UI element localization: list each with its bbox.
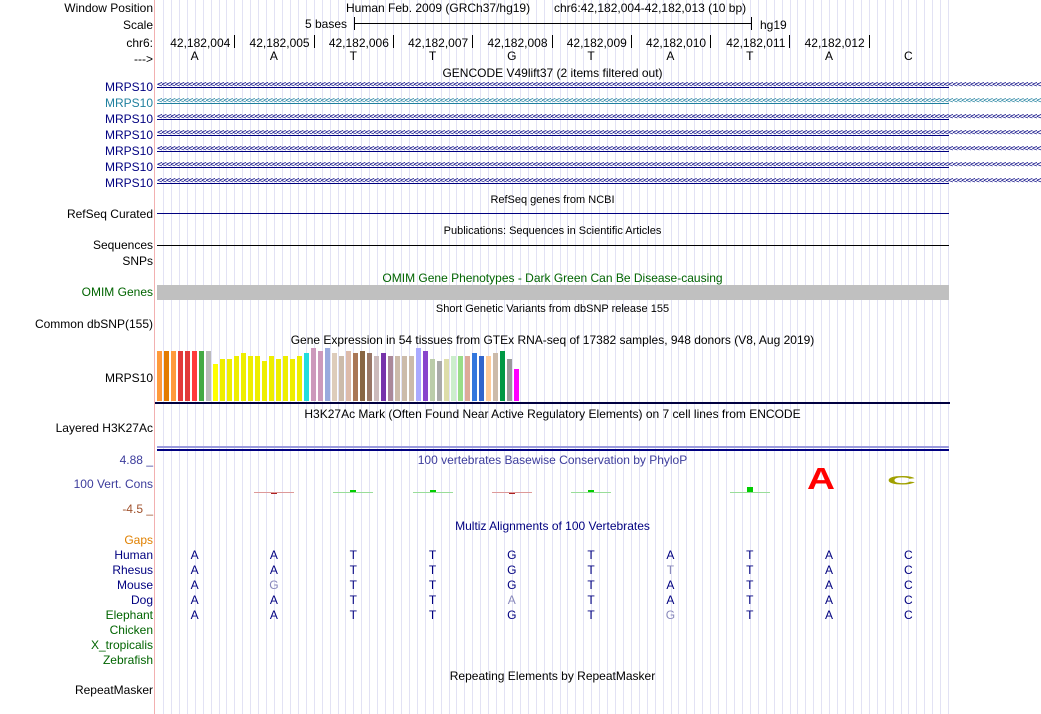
aligned-base: G <box>665 608 676 622</box>
alignment-row <box>0 638 950 653</box>
gtex-bar[interactable] <box>479 356 484 401</box>
repeatmasker-label[interactable]: RepeatMasker <box>74 683 153 697</box>
gtex-bar[interactable] <box>339 356 344 401</box>
gtex-bar[interactable] <box>297 356 302 401</box>
aligned-base: T <box>746 578 754 592</box>
aligned-base: T <box>587 608 595 622</box>
scale-bar-right-tick <box>751 17 752 30</box>
gtex-bar[interactable] <box>178 351 183 401</box>
publications-track-line[interactable] <box>157 245 949 246</box>
h3k27ac-label[interactable]: Layered H3K27Ac <box>55 421 153 435</box>
refseq-label[interactable]: RefSeq Curated <box>66 207 153 221</box>
gencode-gene-label[interactable]: MRPS10 <box>104 144 153 158</box>
gencode-track-title: GENCODE V49lift37 (2 items filtered out) <box>442 66 663 80</box>
logo-letter-a: A <box>807 461 835 496</box>
gtex-bar[interactable] <box>423 351 428 401</box>
assembly-label: Human Feb. 2009 (GRCh37/hg19) <box>346 1 531 15</box>
gtex-bar[interactable] <box>402 356 407 401</box>
h3k27ac-track-title: H3K27Ac Mark (Often Found Near Active Regulatory Elements) on 7 cell lines from ENCODE <box>304 407 801 421</box>
gtex-bar[interactable] <box>388 356 393 401</box>
base-letter: T <box>428 49 437 63</box>
aligned-base: C <box>903 608 913 622</box>
aligned-base: A <box>190 563 199 577</box>
aligned-base: T <box>587 578 595 592</box>
aligned-base: A <box>269 593 278 607</box>
coordinate-label: 42,182,007 <box>408 36 469 50</box>
gtex-bar[interactable] <box>430 359 435 401</box>
publications-track-title: Publications: Sequences in Scientific Articles <box>443 225 662 237</box>
strand-arrows: <<<<<<<<<<<<<<<<<<<<<<<<<<<<<<<<<<<<<<<<<<<<<<<<<<<<<<<<<<<<<<<<<<<<<<<<<<<<<<<<<<<<<<<<<<<<<<<<<<<<<<<<<<<<<<<<<<<<<<<<<<<<<<<<<<<<<<<<<<<<<<<<<<<<<<<<<<<<<<<<<<<<<<<<<<<<<<<<<<<<<<<<<<<<<<<<<<<<<<<< <box>157 96 1041 106</box>
base-letter: T <box>587 49 595 63</box>
gtex-bar[interactable] <box>381 353 386 401</box>
gtex-bar[interactable] <box>395 356 400 401</box>
alignment-row <box>0 578 950 593</box>
gtex-bar[interactable] <box>444 359 449 401</box>
position-readout[interactable]: chr6:42,182,004-42,182,013 (10 bp) <box>554 1 747 15</box>
aligned-base: G <box>269 578 279 592</box>
species-label[interactable]: Mouse <box>116 578 153 592</box>
window-position-label: Window Position <box>64 1 153 15</box>
gtex-bar[interactable] <box>227 359 232 401</box>
aligned-base: A <box>824 548 833 562</box>
gtex-track-title: Gene Expression in 54 tissues from GTEx RNA-seq of 17382 samples, 948 donors (V8, Aug 2019) <box>290 333 815 347</box>
aligned-base: A <box>666 593 675 607</box>
gtex-bar[interactable] <box>451 356 456 401</box>
gtex-bar[interactable] <box>332 353 337 401</box>
gtex-expression-chart[interactable] <box>157 348 537 401</box>
base-letter: T <box>746 49 754 63</box>
repeatmasker-track-title: Repeating Elements by RepeatMasker <box>449 669 656 683</box>
gtex-bar[interactable] <box>346 351 351 401</box>
gencode-transcript[interactable] <box>157 128 1041 140</box>
aligned-base: G <box>507 608 517 622</box>
gtex-bar[interactable] <box>290 359 295 401</box>
aligned-base: A <box>269 563 278 577</box>
aligned-base: A <box>666 578 675 592</box>
strand-arrows: <<<<<<<<<<<<<<<<<<<<<<<<<<<<<<<<<<<<<<<<<<<<<<<<<<<<<<<<<<<<<<<<<<<<<<<<<<<<<<<<<<<<<<<<<<<<<<<<<<<<<<<<<<<<<<<<<<<<<<<<<<<<<<<<<<<<<<<<<<<<<<<<<<<<<<<<<<<<<<<<<<<<<<<<<<<<<<<<<<<<<<<<<<<<<<<<<<<<<<<< <box>157 160 1041 170</box>
gtex-bar[interactable] <box>437 361 442 401</box>
phylop-score-line <box>492 492 532 493</box>
aligned-base: A <box>269 608 278 622</box>
species-label[interactable]: Zebrafish <box>102 653 153 667</box>
species-label[interactable]: X_tropicalis <box>90 638 153 652</box>
gencode-gene-label[interactable]: MRPS10 <box>104 128 153 142</box>
refseq-track-line[interactable] <box>157 213 949 214</box>
aligned-base: T <box>349 548 357 562</box>
phylop-ymax: 4.88 _ <box>119 453 153 467</box>
aligned-base: A <box>190 548 199 562</box>
chrom-label: chr6: <box>126 36 153 50</box>
aligned-base: A <box>824 563 833 577</box>
aligned-base: T <box>746 608 754 622</box>
base-letter: G <box>507 49 517 63</box>
alignment-row <box>0 563 950 578</box>
species-label[interactable]: Rhesus <box>112 563 153 577</box>
aligned-base: T <box>666 563 675 577</box>
sequences-label[interactable]: Sequences <box>92 238 153 252</box>
gtex-bar[interactable] <box>255 356 260 401</box>
gtex-bar[interactable] <box>318 351 323 401</box>
coordinate-tick <box>869 35 870 48</box>
strand-arrows: <<<<<<<<<<<<<<<<<<<<<<<<<<<<<<<<<<<<<<<<<<<<<<<<<<<<<<<<<<<<<<<<<<<<<<<<<<<<<<<<<<<<<<<<<<<<<<<<<<<<<<<<<<<<<<<<<<<<<<<<<<<<<<<<<<<<<<<<<<<<<<<<<<<<<<<<<<<<<<<<<<<<<<<<<<<<<<<<<<<<<<<<<<<<<<<<<<<<<<<< <box>157 80 1041 90</box>
gencode-transcript[interactable] <box>157 176 1041 188</box>
alignment-row <box>0 548 950 563</box>
logo-letter-c: C <box>887 474 916 488</box>
gencode-gene-label[interactable]: MRPS10 <box>104 176 153 190</box>
gtex-bar[interactable] <box>374 356 379 401</box>
gtex-bar[interactable] <box>276 359 281 401</box>
gencode-transcript[interactable] <box>157 96 1041 108</box>
scale-db-label: hg19 <box>760 18 787 32</box>
aligned-base: T <box>428 563 437 577</box>
aligned-base: T <box>746 563 754 577</box>
aligned-base: A <box>190 608 199 622</box>
aligned-base: T <box>587 548 595 562</box>
scale-bar-text: 5 bases <box>305 17 348 31</box>
gtex-bar[interactable] <box>360 351 365 401</box>
gtex-bar[interactable] <box>262 361 267 401</box>
aligned-base: G <box>507 578 517 592</box>
omim-track-title: OMIM Gene Phenotypes - Dark Green Can Be Disease-causing <box>382 271 723 285</box>
strand-arrows: <<<<<<<<<<<<<<<<<<<<<<<<<<<<<<<<<<<<<<<<<<<<<<<<<<<<<<<<<<<<<<<<<<<<<<<<<<<<<<<<<<<<<<<<<<<<<<<<<<<<<<<<<<<<<<<<<<<<<<<<<<<<<<<<<<<<<<<<<<<<<<<<<<<<<<<<<<<<<<<<<<<<<<<<<<<<<<<<<<<<<<<<<<<<<<<<<<<<<<<< <box>157 128 1041 138</box>
aligned-base: T <box>428 593 437 607</box>
gtex-bar[interactable] <box>213 364 218 401</box>
species-label[interactable]: Human <box>114 548 153 562</box>
aligned-base: C <box>903 563 913 577</box>
aligned-base: G <box>507 548 517 562</box>
gtex-bar[interactable] <box>507 359 512 401</box>
refseq-track-title: RefSeq genes from NCBI <box>490 194 615 206</box>
gaps-label: Gaps <box>124 533 153 547</box>
aligned-base: C <box>903 578 913 592</box>
gtex-bar[interactable] <box>486 356 491 401</box>
gtex-bar[interactable] <box>458 356 463 401</box>
coordinate-label: 42,182,010 <box>646 36 707 50</box>
gencode-transcript[interactable] <box>157 144 1041 156</box>
aligned-base: T <box>349 578 357 592</box>
gencode-transcript[interactable] <box>157 112 1041 124</box>
snps-label[interactable]: SNPs <box>122 254 153 268</box>
aligned-base: A <box>507 593 516 607</box>
base-letter: A <box>666 49 675 63</box>
gencode-gene-label[interactable]: MRPS10 <box>104 96 153 110</box>
coordinate-label: 42,182,012 <box>804 36 865 50</box>
gtex-bar[interactable] <box>269 356 274 401</box>
aligned-base: T <box>428 578 437 592</box>
base-letter: A <box>190 49 199 63</box>
aligned-base: T <box>349 593 357 607</box>
alignment-row <box>0 593 950 608</box>
aligned-base: T <box>746 548 754 562</box>
gtex-bar[interactable] <box>367 353 372 401</box>
gtex-bar[interactable] <box>157 351 162 401</box>
gtex-bar[interactable] <box>311 348 316 401</box>
alignment-row <box>0 653 950 668</box>
gtex-bar[interactable] <box>283 356 288 401</box>
coordinate-label: 42,182,009 <box>566 36 627 50</box>
gencode-gene-label[interactable]: MRPS10 <box>104 80 153 94</box>
phylop-score-line <box>254 492 294 493</box>
aligned-base: T <box>428 608 437 622</box>
gtex-bar[interactable] <box>199 351 204 401</box>
multiz-track-title: Multiz Alignments of 100 Vertebrates <box>455 519 650 533</box>
scale-label: Scale <box>122 18 153 32</box>
omim-track-bar[interactable] <box>157 285 949 300</box>
gtex-bar[interactable] <box>325 348 330 401</box>
strand-label: ---> <box>134 52 153 66</box>
gencode-transcript[interactable] <box>157 80 1041 92</box>
gtex-bar[interactable] <box>353 353 358 401</box>
coordinate-label: 42,182,006 <box>328 36 389 50</box>
aligned-base: A <box>666 548 675 562</box>
strand-arrows: <<<<<<<<<<<<<<<<<<<<<<<<<<<<<<<<<<<<<<<<<<<<<<<<<<<<<<<<<<<<<<<<<<<<<<<<<<<<<<<<<<<<<<<<<<<<<<<<<<<<<<<<<<<<<<<<<<<<<<<<<<<<<<<<<<<<<<<<<<<<<<<<<<<<<<<<<<<<<<<<<<<<<<<<<<<<<<<<<<<<<<<<<<<<<<<<<<<<<<<< <box>157 112 1041 122</box>
phylop-score-line <box>333 492 373 493</box>
scale-bar <box>354 23 751 24</box>
gtex-bar[interactable] <box>164 351 169 401</box>
gtex-bar[interactable] <box>206 351 211 401</box>
aligned-base: G <box>507 563 517 577</box>
gtex-baseline <box>155 402 950 404</box>
aligned-base: A <box>824 608 833 622</box>
aligned-base: T <box>428 548 437 562</box>
base-letter: A <box>824 49 833 63</box>
phylop-label[interactable]: 100 Vert. Cons <box>73 477 153 491</box>
coordinate-label: 42,182,005 <box>249 36 310 50</box>
omim-label[interactable]: OMIM Genes <box>81 285 153 299</box>
h3k27ac-line-b <box>157 449 949 451</box>
gtex-bar[interactable] <box>192 351 197 401</box>
dbsnp-track-title: Short Genetic Variants from dbSNP release 155 <box>435 303 670 315</box>
gtex-bar[interactable] <box>234 356 239 401</box>
aligned-base: T <box>587 563 595 577</box>
coordinate-label: 42,182,008 <box>487 36 548 50</box>
base-letter: C <box>903 49 913 63</box>
phylop-ymin: -4.5 _ <box>122 502 153 516</box>
gencode-gene-label[interactable]: MRPS10 <box>104 112 153 126</box>
alignment-row <box>0 608 950 623</box>
aligned-base: T <box>349 563 357 577</box>
scale-bar-left-tick <box>354 17 355 30</box>
aligned-base: T <box>349 608 357 622</box>
gtex-bar[interactable] <box>241 353 246 401</box>
base-letter: A <box>269 49 278 63</box>
gtex-bar[interactable] <box>409 356 414 401</box>
gtex-bar[interactable] <box>185 351 190 401</box>
coordinate-label: 42,182,011 <box>726 36 786 50</box>
species-label[interactable]: Chicken <box>109 623 153 637</box>
phylop-score-line <box>730 492 770 493</box>
phylop-score-line <box>571 492 611 493</box>
aligned-base: A <box>269 548 278 562</box>
gtex-bar[interactable] <box>220 359 225 401</box>
gtex-label[interactable]: MRPS10 <box>104 371 153 385</box>
gtex-bar[interactable] <box>514 369 519 401</box>
aligned-base: A <box>190 593 199 607</box>
aligned-base: T <box>746 593 754 607</box>
strand-arrows: <<<<<<<<<<<<<<<<<<<<<<<<<<<<<<<<<<<<<<<<<<<<<<<<<<<<<<<<<<<<<<<<<<<<<<<<<<<<<<<<<<<<<<<<<<<<<<<<<<<<<<<<<<<<<<<<<<<<<<<<<<<<<<<<<<<<<<<<<<<<<<<<<<<<<<<<<<<<<<<<<<<<<<<<<<<<<<<<<<<<<<<<<<<<<<<<<<<<<<<< <box>157 144 1041 154</box>
base-letter: T <box>349 49 357 63</box>
alignment-row <box>0 623 950 638</box>
strand-arrows: <<<<<<<<<<<<<<<<<<<<<<<<<<<<<<<<<<<<<<<<<<<<<<<<<<<<<<<<<<<<<<<<<<<<<<<<<<<<<<<<<<<<<<<<<<<<<<<<<<<<<<<<<<<<<<<<<<<<<<<<<<<<<<<<<<<<<<<<<<<<<<<<<<<<<<<<<<<<<<<<<<<<<<<<<<<<<<<<<<<<<<<<<<<<<<<<<<<<<<<< <box>157 176 1041 186</box>
species-label[interactable]: Dog <box>130 593 153 607</box>
aligned-base: C <box>903 548 913 562</box>
gtex-bar[interactable] <box>465 356 470 401</box>
gtex-bar[interactable] <box>248 356 253 401</box>
aligned-base: A <box>824 593 833 607</box>
gencode-transcript[interactable] <box>157 160 1041 172</box>
species-label[interactable]: Elephant <box>105 608 153 622</box>
gtex-bar[interactable] <box>472 353 477 401</box>
coordinate-label: 42,182,004 <box>170 36 231 50</box>
phylop-score-line <box>413 492 453 493</box>
gtex-bar[interactable] <box>304 353 309 401</box>
gencode-gene-label[interactable]: MRPS10 <box>104 160 153 174</box>
aligned-base: A <box>824 578 833 592</box>
gtex-bar[interactable] <box>500 351 505 401</box>
aligned-base: A <box>190 578 199 592</box>
gtex-bar[interactable] <box>171 351 176 401</box>
phylop-track-title: 100 vertebrates Basewise Conservation by PhyloP <box>417 453 688 467</box>
h3k27ac-line-a <box>157 446 949 448</box>
dbsnp-label[interactable]: Common dbSNP(155) <box>34 317 153 331</box>
aligned-base: C <box>903 593 913 607</box>
gtex-bar[interactable] <box>416 348 421 401</box>
gtex-bar[interactable] <box>493 353 498 401</box>
aligned-base: T <box>587 593 595 607</box>
